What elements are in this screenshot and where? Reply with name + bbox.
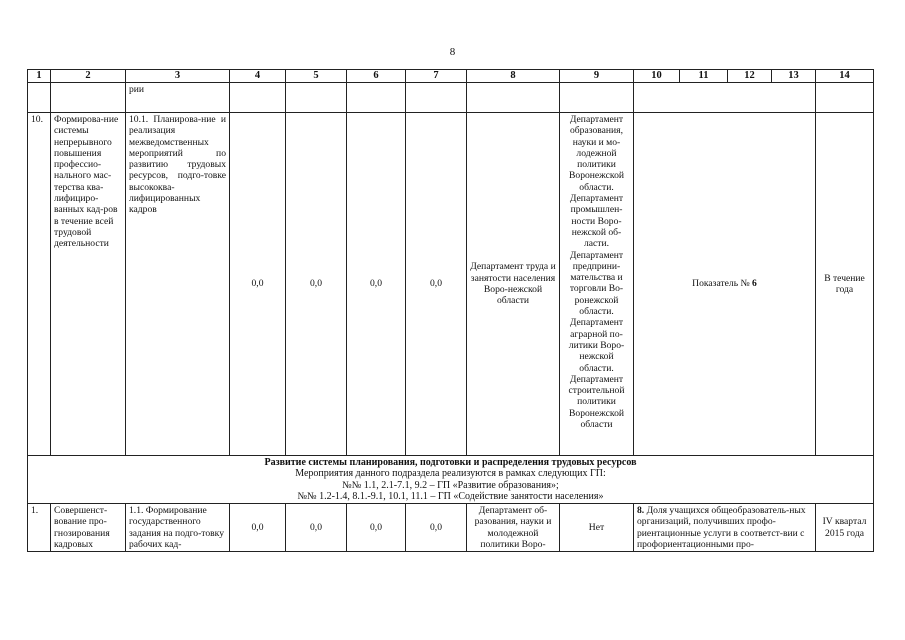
cell-value: 0,0 — [230, 504, 286, 552]
header-cell: 5 — [286, 70, 347, 83]
cell-co-executors: Департамент образования, науки и мо-лодежной политики Воронежской области. Департамент промышлен-ности Воро-нежской об-ласти. Департамент предприни-мательства и торговли Во-ронежской области. Департамент аграрной по-литики Воро-нежской области. Департамент строительной политики Воронежской области — [560, 113, 634, 456]
cell-empty — [560, 83, 634, 113]
header-cell: 12 — [728, 70, 772, 83]
cell-activity: 1.1. Формирование государственного задания на подго-товку рабочих кад- — [126, 504, 230, 552]
row-number: 10. — [28, 113, 51, 456]
section-header — [28, 456, 874, 504]
cell-empty — [467, 83, 560, 113]
table-row-10 — [28, 113, 874, 456]
cell-task: Совершенст-вование про-гнозирования кадровых — [51, 504, 126, 552]
header-cell: 9 — [560, 70, 634, 83]
cell-activity: 10.1. Планирова-ние и реализация межведомственных мероприятий по развитию трудовых ресурсов, подго-товке высококва-лифицированных кадров — [126, 113, 230, 456]
cell-empty — [816, 83, 874, 113]
indicator-number: 8. — [637, 505, 645, 517]
cell-value: 0,0 — [347, 113, 406, 456]
cell-indicator — [634, 504, 816, 552]
cell-value: 0,0 — [406, 113, 467, 456]
cell-executor: Департамент об-разования, науки и молодежной политики Воро- — [467, 504, 560, 552]
header-cell: 3 — [126, 70, 230, 83]
cell-task: Формирова-ние системы непрерывного повышения профессио-нального мас-терства ква-лифициро-ванных кад-ров в течение всей трудовой деятельности — [51, 113, 126, 456]
indicator-text: Доля учащихся общеобразователь-ных организаций, получивших профо-риентационные услуги в соответст-вии с профориентационными про- — [637, 505, 806, 551]
cell-value: 0,0 — [286, 113, 347, 456]
cell-co-executors: Нет — [560, 504, 634, 552]
header-cell: 4 — [230, 70, 286, 83]
cell-value: 0,0 — [406, 504, 467, 552]
header-cell: 7 — [406, 70, 467, 83]
page-number: 8 — [449, 46, 456, 58]
header-cell: 13 — [772, 70, 816, 83]
cell-deadline: IV квартал 2015 года — [816, 504, 874, 552]
indicator-number: 6 — [752, 278, 757, 290]
cell-value: 0,0 — [230, 113, 286, 456]
header-cell: 8 — [467, 70, 560, 83]
row-number: 1. — [28, 504, 51, 552]
header-cell: 10 — [634, 70, 680, 83]
cell-executor: Департамент труда и занятости населения Воро-нежской области — [467, 113, 560, 456]
cell-empty — [230, 83, 286, 113]
cell-empty — [28, 83, 51, 113]
header-cell: 14 — [816, 70, 874, 83]
cell-empty — [406, 83, 467, 113]
cell-indicator — [634, 113, 816, 456]
header-row — [28, 70, 874, 83]
section-line: Мероприятия данного подраздела реализуются в рамках следующих ГП: — [295, 468, 606, 480]
cell-empty — [634, 83, 816, 113]
header-cell: 1 — [28, 70, 51, 83]
cell-empty — [51, 83, 126, 113]
header-cell: 2 — [51, 70, 126, 83]
cell-activity: рии — [126, 83, 230, 113]
plan-table — [27, 69, 874, 552]
header-cell: 11 — [680, 70, 728, 83]
section-header-row — [28, 456, 874, 504]
section-line: №№ 1.2-1.4, 8.1.-9.1, 10.1, 11.1 – ГП «Содействие занятости населения» — [297, 490, 604, 502]
header-cell: 6 — [347, 70, 406, 83]
section-line: №№ 1.1, 2.1-7.1, 9.2 – ГП «Развитие образования»; — [342, 479, 559, 491]
cell-empty — [286, 83, 347, 113]
indicator-prefix: Показатель № — [692, 278, 753, 290]
cell-empty — [347, 83, 406, 113]
section-title: Развитие системы планирования, подготовки и распределения трудовых ресурсов — [264, 457, 637, 468]
cell-value: 0,0 — [286, 504, 347, 552]
table-row-1 — [28, 504, 874, 552]
cell-deadline: В течение года — [816, 113, 874, 456]
cell-value: 0,0 — [347, 504, 406, 552]
table-row-continuation — [28, 83, 874, 113]
